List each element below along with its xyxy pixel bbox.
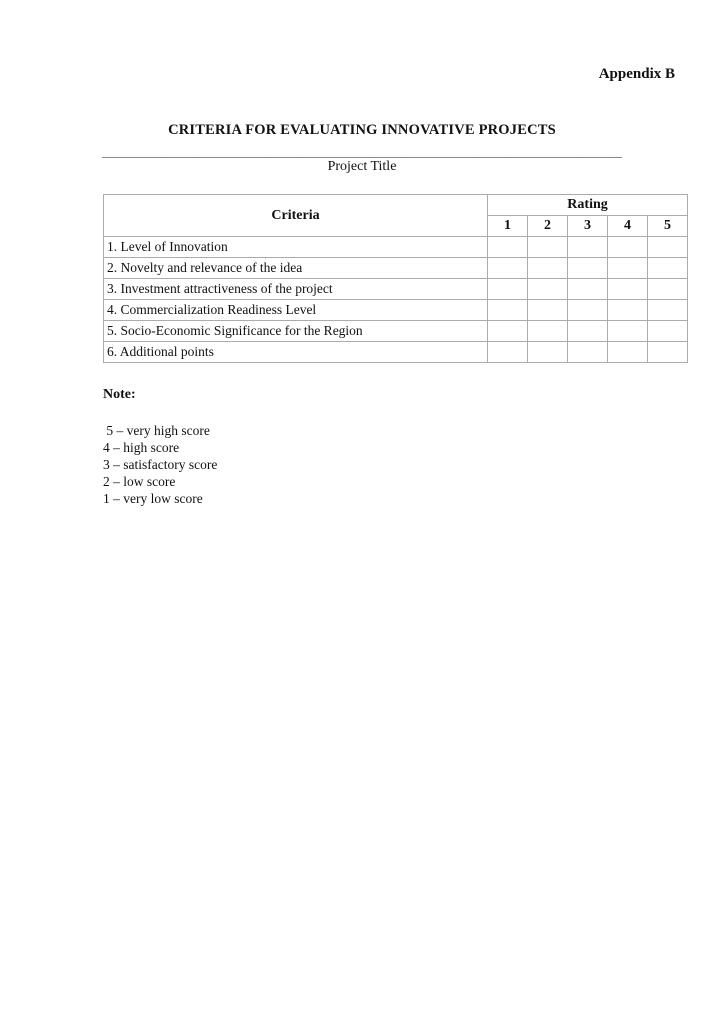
rating-cell [528, 321, 568, 342]
rating-cell [568, 258, 608, 279]
table-header-row [104, 195, 688, 216]
rating-cell [528, 279, 568, 300]
rating-cell [608, 342, 648, 363]
rating-cell [568, 279, 608, 300]
rating-cell [568, 237, 608, 258]
note-list [103, 422, 724, 507]
rating-cell [528, 258, 568, 279]
rating-cell [528, 342, 568, 363]
rating-cell [608, 279, 648, 300]
rating-scale-1: 1 [488, 216, 528, 237]
criteria-rating-table [103, 194, 688, 363]
rating-cell [488, 258, 528, 279]
table-row [104, 342, 688, 363]
appendix-label: Appendix B [598, 66, 675, 82]
rating-cell [528, 237, 568, 258]
table-row [104, 321, 688, 342]
rating-cell [568, 300, 608, 321]
rating-cell [648, 300, 688, 321]
table-row [104, 258, 688, 279]
note-item-4: 4 – high score [103, 440, 180, 456]
rating-cell [608, 258, 648, 279]
rating-cell [608, 237, 648, 258]
rating-cell [488, 321, 528, 342]
rating-scale-4: 4 [608, 216, 648, 237]
rating-cell [608, 321, 648, 342]
table-row [104, 300, 688, 321]
project-title-blank-line: ________________________________________________________________________________ [102, 144, 622, 160]
criterion-label: 5. Socio-Economic Significance for the Region [104, 321, 488, 342]
rating-cell [528, 300, 568, 321]
rating-column-header: Rating [488, 195, 688, 216]
criterion-label: 6. Additional points [104, 342, 488, 363]
rating-cell [608, 300, 648, 321]
note-item-5: 5 – very high score [103, 423, 210, 439]
note-item-1: 1 – very low score [103, 491, 203, 507]
rating-scale-3: 3 [568, 216, 608, 237]
project-title-line-wrap [0, 144, 724, 160]
rating-cell [568, 342, 608, 363]
rating-cell [488, 300, 528, 321]
criterion-label: 1. Level of Innovation [104, 237, 488, 258]
rating-cell [568, 321, 608, 342]
table-row [104, 279, 688, 300]
criterion-label: 4. Commercialization Readiness Level [104, 300, 488, 321]
rating-cell [488, 342, 528, 363]
project-title-caption: Project Title [327, 159, 397, 175]
criterion-label: 2. Novelty and relevance of the idea [104, 258, 488, 279]
rating-cell [648, 279, 688, 300]
criteria-column-header: Criteria [104, 195, 488, 237]
note-item-3: 3 – satisfactory score [103, 457, 218, 473]
document-title: CRITERIA FOR EVALUATING INNOVATIVE PROJECTS [168, 121, 556, 138]
rating-cell [488, 237, 528, 258]
criterion-label: 3. Investment attractiveness of the project [104, 279, 488, 300]
table-row [104, 237, 688, 258]
note-heading: Note: [103, 387, 136, 403]
rating-cell [488, 279, 528, 300]
rating-cell [648, 237, 688, 258]
rating-cell [648, 258, 688, 279]
note-item-2: 2 – low score [103, 474, 176, 490]
rating-scale-2: 2 [528, 216, 568, 237]
rating-scale-5: 5 [648, 216, 688, 237]
rating-cell [648, 321, 688, 342]
rating-cell [648, 342, 688, 363]
